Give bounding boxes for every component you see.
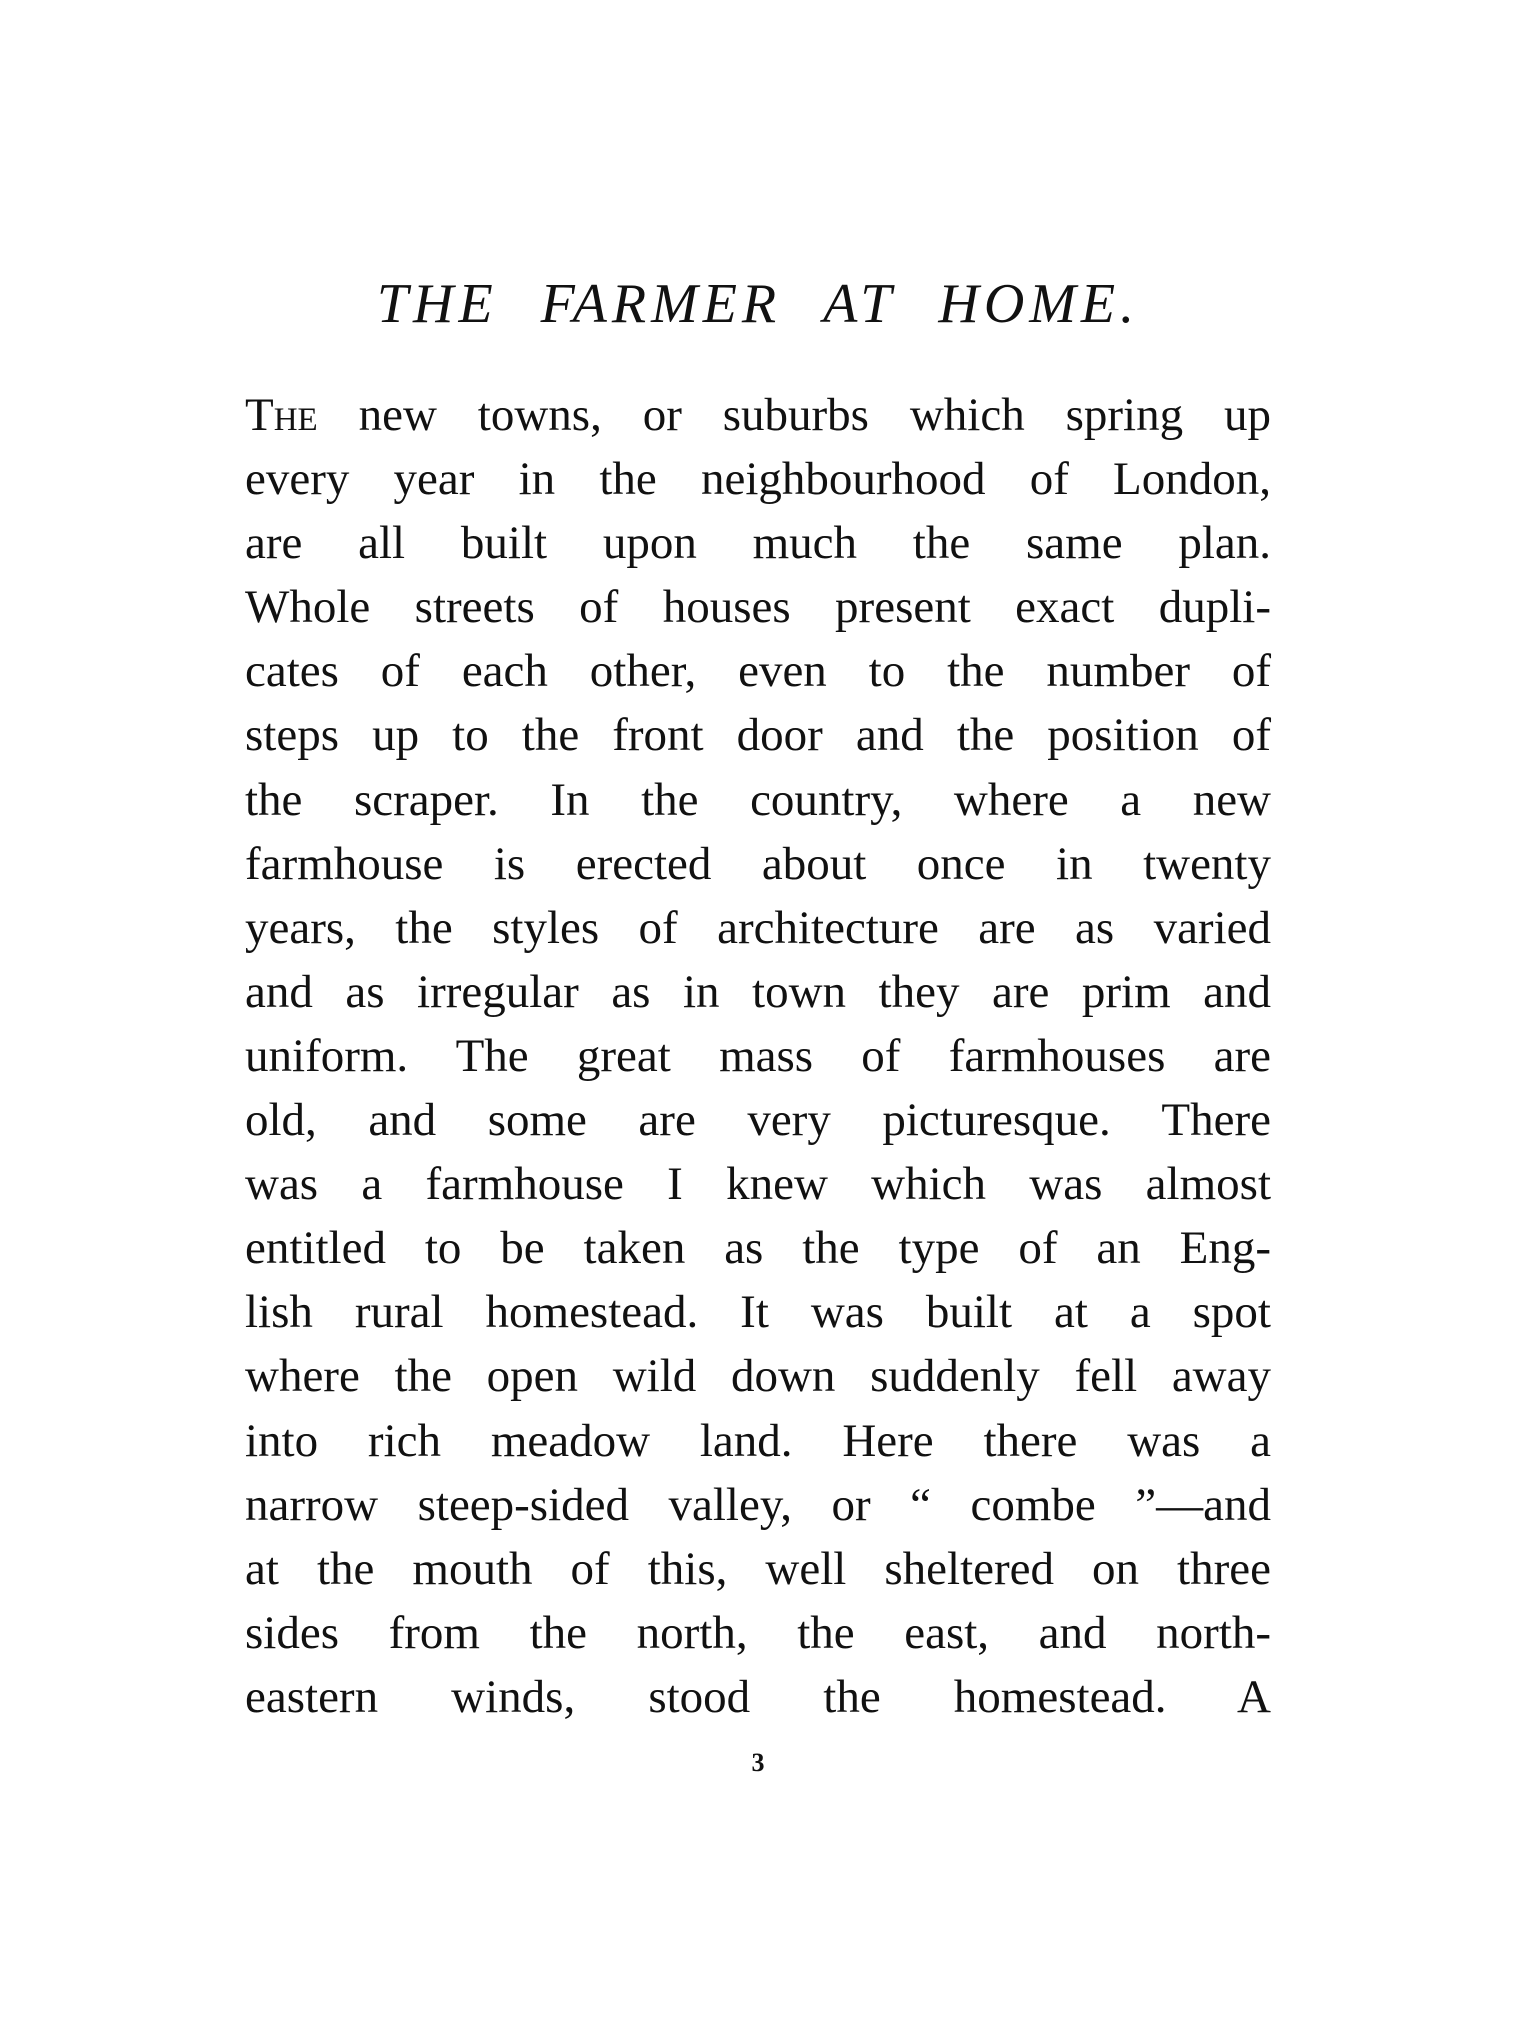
text-line: entitled to be taken as the type of an Eng- xyxy=(245,1222,1271,1275)
page-number: 3 xyxy=(751,1748,765,1777)
text-line: lish rural homestead. It was built at a spot xyxy=(245,1286,1271,1339)
text-line: into rich meadow land. Here there was a xyxy=(245,1414,1271,1467)
text-line: was a farmhouse I knew which was almost xyxy=(245,1158,1271,1211)
text-line: Whole streets of houses present exact dupli- xyxy=(245,581,1271,634)
text-line: where the open wild down suddenly fell away xyxy=(245,1350,1271,1403)
body-text xyxy=(245,383,1271,1729)
text-line: old, and some are very picturesque. There xyxy=(245,1094,1271,1147)
text-line: and as irregular as in town they are prim and xyxy=(245,965,1271,1018)
text-line: narrow steep-sided valley, or “ combe ”—and xyxy=(245,1478,1271,1531)
text-line: years, the styles of architecture are as varied xyxy=(245,901,1271,954)
text-line: uniform. The great mass of farmhouses are xyxy=(245,1029,1271,1082)
text-line: cates of each other, even to the number of xyxy=(245,645,1271,698)
running-title: THE FARMER AT HOME. xyxy=(376,273,1140,335)
text-line: the scraper. In the country, where a new xyxy=(245,773,1271,826)
text-line: every year in the neighbourhood of London, xyxy=(245,453,1271,506)
opening-word: The xyxy=(245,389,318,441)
text-line: farmhouse is erected about once in twenty xyxy=(245,837,1271,890)
text-line: The new towns, or suburbs which spring up xyxy=(245,389,1271,441)
text-line: eastern winds, stood the homestead. A xyxy=(245,1670,1271,1723)
text-line: sides from the north, the east, and north- xyxy=(245,1606,1271,1659)
text-line: at the mouth of this, well sheltered on three xyxy=(245,1542,1271,1595)
text-line: steps up to the front door and the position of xyxy=(245,709,1271,762)
text-line: are all built upon much the same plan. xyxy=(245,517,1271,570)
